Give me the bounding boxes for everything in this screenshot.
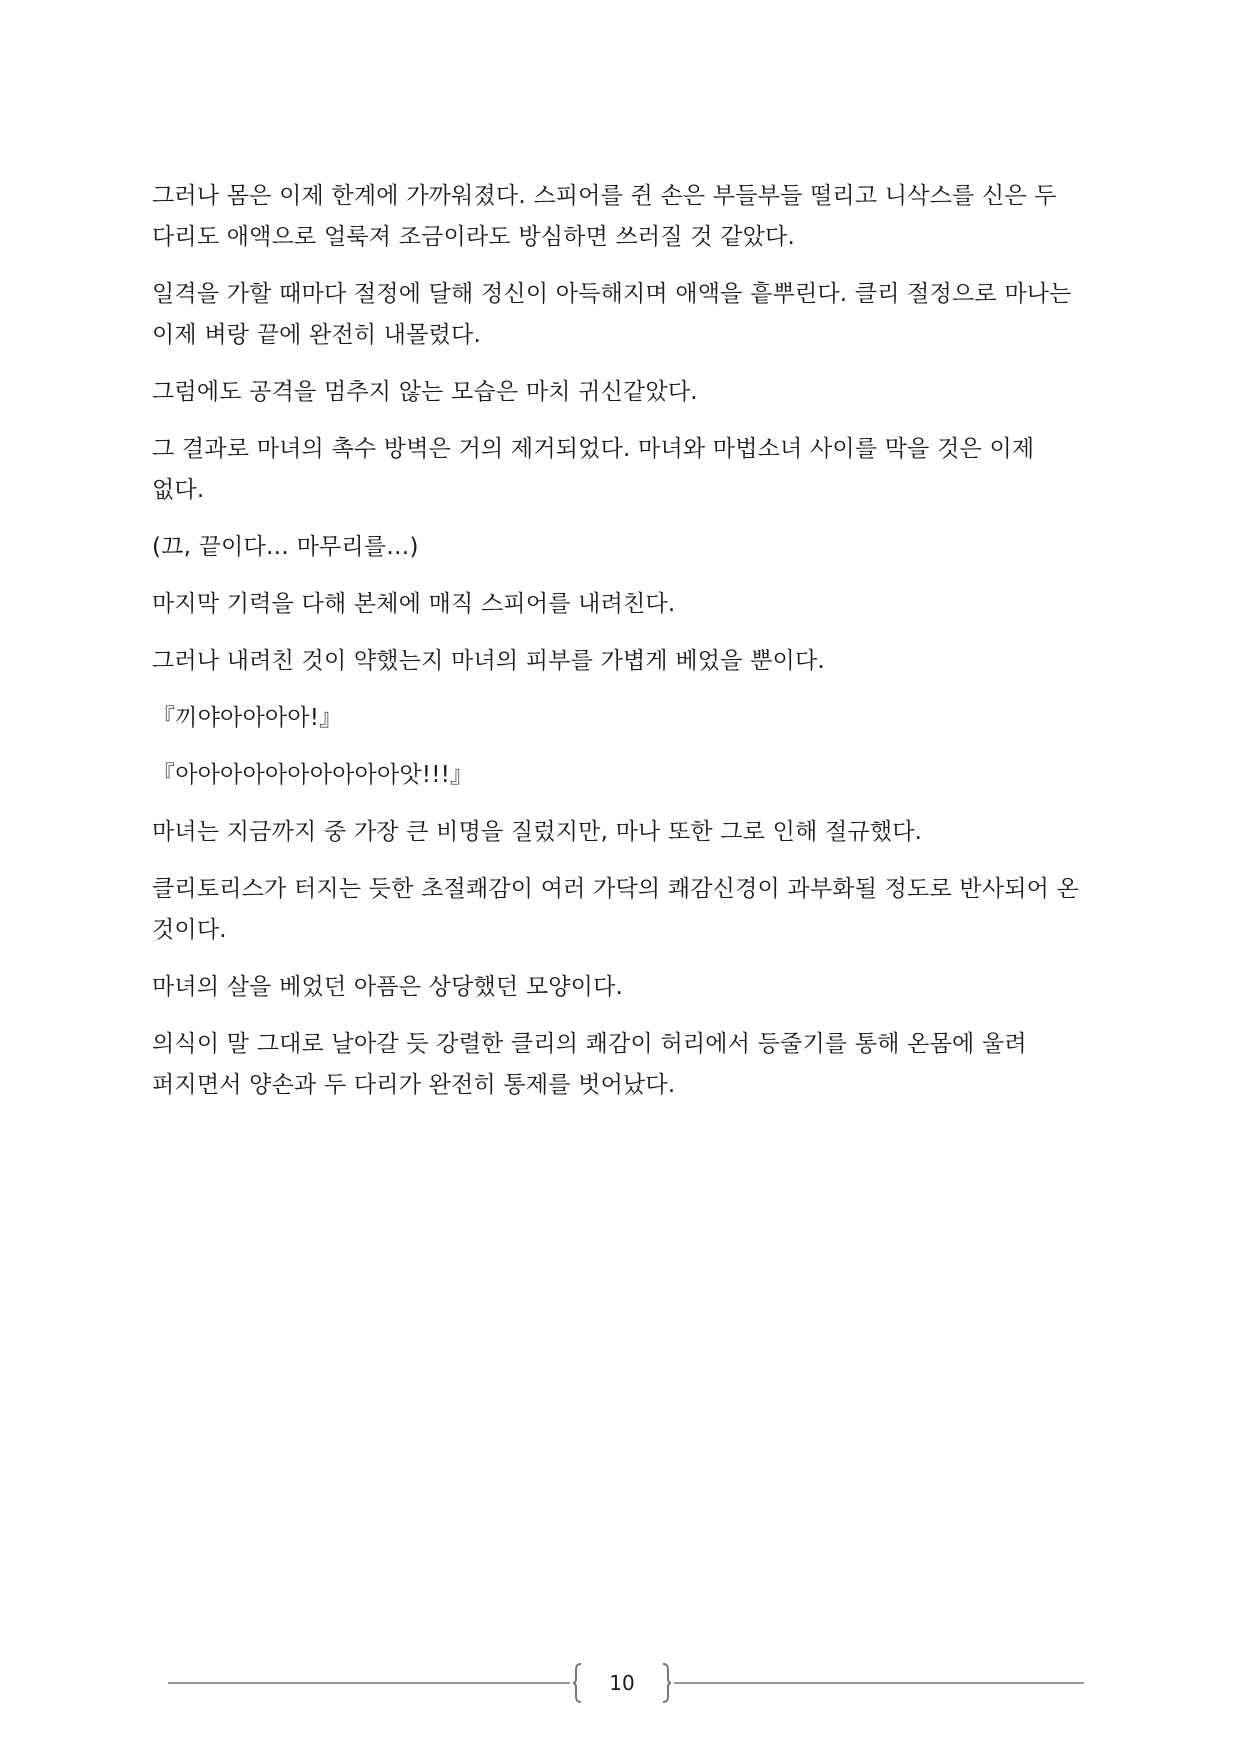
footer-rule-right — [674, 1682, 1084, 1684]
paragraph: 클리토리스가 터지는 듯한 초절쾌감이 여러 가닥의 쾌감신경이 과부화될 정도로 반사되어 온 것이다. — [152, 876, 1079, 943]
left-brace-icon — [572, 1663, 582, 1703]
paragraph: 마지막 기력을 다해 본체에 매직 스피어를 내려친다. — [152, 591, 676, 617]
paragraph: 마녀의 살을 베었던 아픔은 상당했던 모양이다. — [152, 974, 624, 1000]
paragraph: 그러나 내려친 것이 약했는지 마녀의 피부를 가볍게 베었을 뿐이다. — [152, 648, 825, 674]
paragraph: 의식이 말 그대로 날아갈 듯 강렬한 클리의 쾌감이 허리에서 등줄기를 통해 온몸에 울려 퍼지면서 양손과 두 다리가 완전히 통제를 벗어났다. — [152, 1031, 1027, 1098]
paragraph: 『아아아아아아아아아아앗!!!』 — [152, 762, 474, 788]
right-brace-icon — [662, 1663, 672, 1703]
page-number: 10 — [609, 1671, 635, 1695]
paragraph: 마녀는 지금까지 중 가장 큰 비명을 질렀지만, 마나 또한 그로 인해 절규했다. — [152, 819, 923, 845]
paragraph: 그 결과로 마녀의 촉수 방벽은 거의 제거되었다. 마녀와 마법소녀 사이를 막을 것은 이제 없다. — [152, 436, 1035, 503]
paragraph: 일격을 가할 때마다 절정에 달해 정신이 아득해지며 애액을 흩뿌린다. 클리 절정으로 마나는 이제 벼랑 끝에 완전히 내몰렸다. — [152, 281, 1072, 348]
footer-rule-left — [168, 1682, 570, 1684]
paragraph: 그럼에도 공격을 멈추지 않는 모습은 마치 귀신같았다. — [152, 379, 698, 405]
page-footer — [168, 1657, 1084, 1709]
paragraph: 그러나 몸은 이제 한계에 가까워졌다. 스피어를 쥔 손은 부들부들 떨리고 니삭스를 신은 두 다리도 애액으로 얼룩져 조금이라도 방심하면 쓰러질 것 같았다. — [152, 183, 1057, 250]
paragraph: (끄, 끝이다… 마무리를…) — [152, 534, 419, 560]
paragraph: 『끼야아아아아!』 — [152, 705, 343, 731]
page-body — [152, 176, 1092, 1122]
